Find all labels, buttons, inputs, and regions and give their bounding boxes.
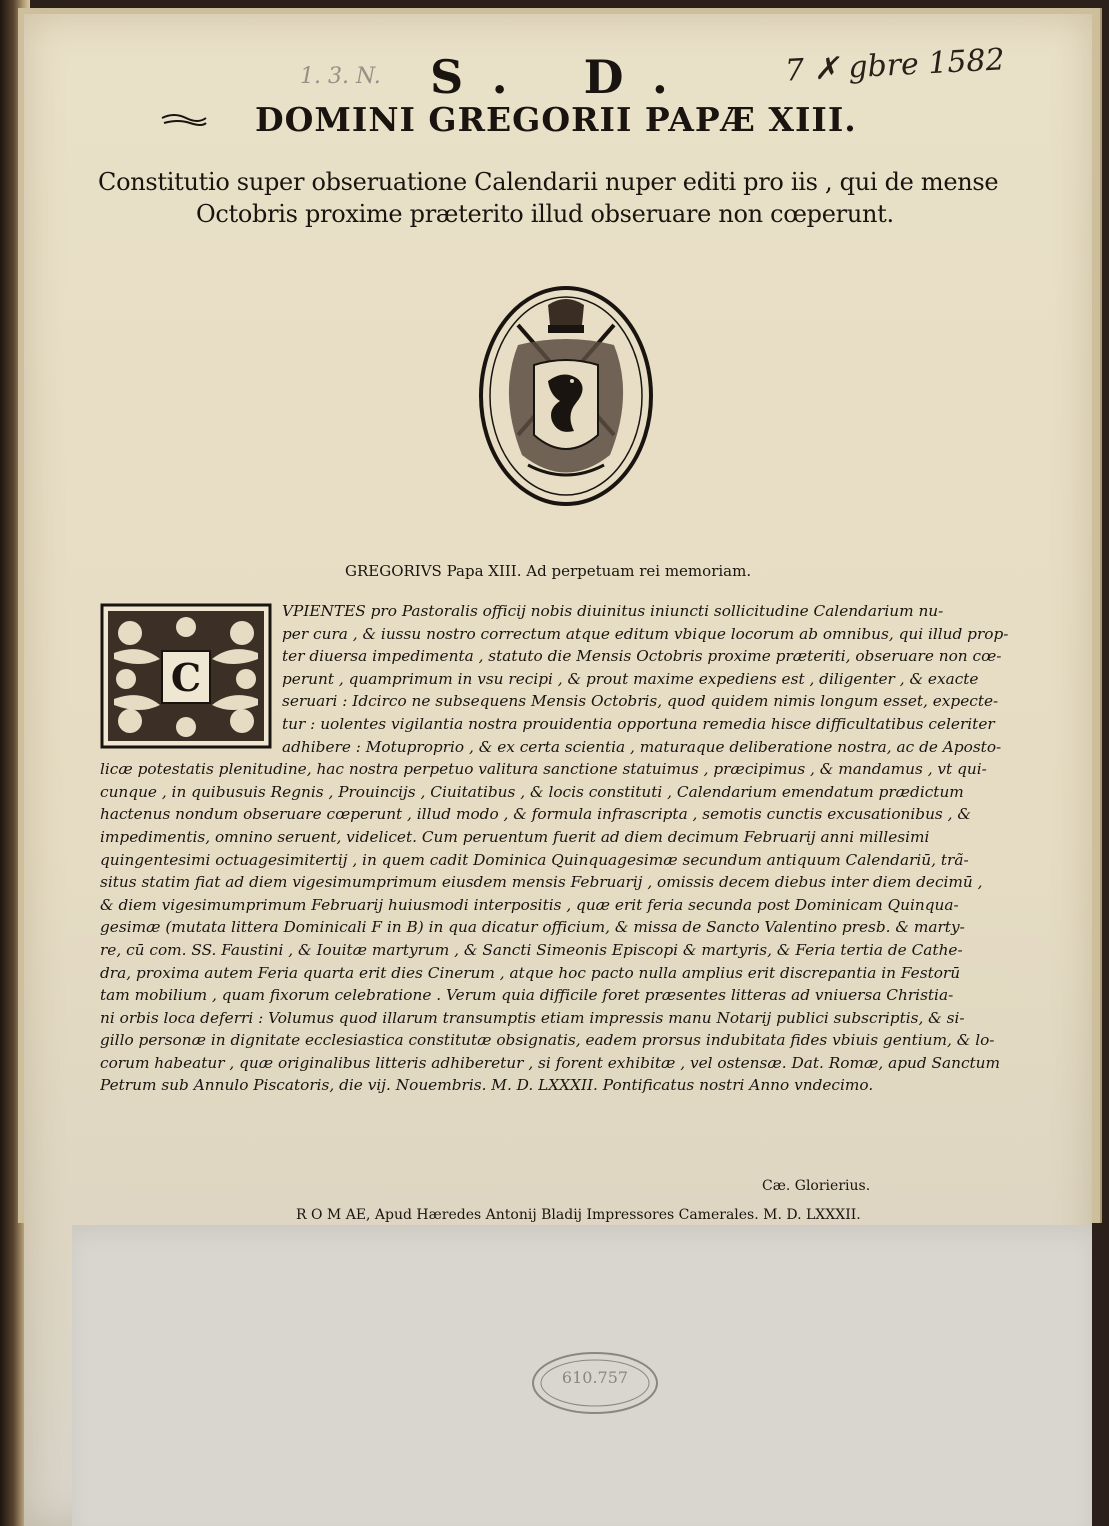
body-line: re, cū com. SS. Faustini , & Iouitæ martyrum , & Sancti Simeonis Episcopi & martyris, & Feria tertia de Cathe- [100, 940, 963, 959]
body-line: licæ potestatis plenitudine, hac nostra perpetuo valitura sanctione statuimus , præcipimus , & mandamus , vt qui- [100, 760, 987, 779]
body-line: Petrum sub Annulo Piscatoris, die vij. Nouembris. M. D. LXXXII. Pontificatus nostri Anno vndecimo. [100, 1076, 874, 1095]
printer-imprint: R O M AE, Apud Hæredes Antonij Bladij Impressores Camerales. M. D. LXXXII. [296, 1207, 861, 1223]
body-text [100, 600, 1065, 1097]
flourish-ornament [160, 110, 208, 130]
body-line: seruari : Idcirco ne subsequens Mensis Octobris, quod quidem nimis longum esset, expecte- [282, 692, 999, 711]
body-line: & diem vigesimumprimum Februarij huiusmodi interpositis , quæ erit feria secunda post Dominicam Quinqua- [100, 895, 959, 914]
subtitle-line-1: Constitutio super obseruatione Calendarii nuper editi pro iis , qui de mense [98, 168, 999, 196]
header-fragment: S. D. [430, 50, 698, 100]
body-line: gillo personæ in dignitate ecclesiastica constitutæ obsignatis, eadem prorsus indubitata fides vbiuis gentium, & lo- [100, 1031, 995, 1050]
body-line: quingentesimi octuagesimitertij , in quem cadit Dominica Quinquagesimæ secundum antiquum Calendariū, trã- [100, 850, 969, 869]
drop-cap-letter: C [170, 655, 202, 700]
subtitle-line-2: Octobris proxime præterito illud obseruare non cœperunt. [196, 200, 894, 228]
body-line: perunt , quamprimum in vsu recipi , & prout maxime expediens est , diligenter , & exacte [282, 669, 979, 688]
section-heading: GREGORIVS Papa XIII. Ad perpetuam rei memoriam. [345, 562, 752, 580]
page-title: DOMINI GREGORII PAPÆ XIII. [255, 100, 857, 139]
body-line: ni orbis loca deferri : Volumus quod illarum transumptis etiam impressis manu Notarij publici subscriptis, & si- [100, 1008, 965, 1027]
body-line: impedimentis, omnino seruent, videlicet. Cum peruentum fuerit ad diem decimum Februarij anni millesimi [100, 827, 930, 846]
body-line: tam mobilium , quam fixorum celebratione . Verum quia difficile foret præsentes litteras ad vniuersa Christia- [100, 986, 954, 1005]
body-line: dra, proxima autem Feria quarta erit dies Cinerum , atque hoc pacto nulla amplius erit discrepantia in Festorū [100, 963, 961, 982]
handwritten-date: 7 ✗ gbre 1582 [784, 42, 1006, 89]
body-line: adhibere : Motuproprio , & ex certa scientia , maturaque deliberatione nostra, ac de Aposto- [282, 737, 1002, 756]
body-line: cunque , in quibusuis Regnis , Prouincijs , Ciuitatibus , & locis constituti , Calendarium emendatum prædictum [100, 782, 964, 801]
body-line: gesimæ (mutata littera Dominicali F in B) in qua dicatur officium, & missa de Sancto Valentino presb. & marty- [100, 918, 965, 937]
signature: Cæ. Glorierius. [762, 1178, 871, 1194]
body-line: per cura , & iussu nostro correctum atque editum vbique locorum ab omnibus, qui illud prop- [282, 624, 1009, 643]
body-line: ter diuersa impedimenta , statuto die Mensis Octobris proxime præteriti, obseruare non cœ- [282, 647, 1002, 666]
body-line: tur : uolentes vigilantia nostra prouidentia opportuna remedia hisce difficultatibus celeriter [282, 714, 995, 733]
body-line: hactenus nondum obseruare cœperunt , illud modo , & formula infrascripta , semotis cunctis excusationibus , & [100, 805, 971, 824]
stamp-number: 610.757 [561, 1368, 629, 1387]
body-line: corum habeatur , quæ originalibus litteris adhiberetur , si forent exhibitæ , vel ostensæ. Dat. Romæ, apud Sanctum [100, 1053, 1001, 1072]
pencil-annotation: 1. 3. N. [300, 64, 381, 89]
body-line: situs statim fiat ad diem vigesimumprimum eiusdem mensis Februarij , omissis decem diebus inter diem decimū , [100, 873, 983, 892]
body-line: VPIENTES pro Pastoralis officij nobis diuinitus iniuncti sollicitudine Calendarium nu- [282, 602, 944, 620]
papal-coat-of-arms [478, 285, 654, 507]
